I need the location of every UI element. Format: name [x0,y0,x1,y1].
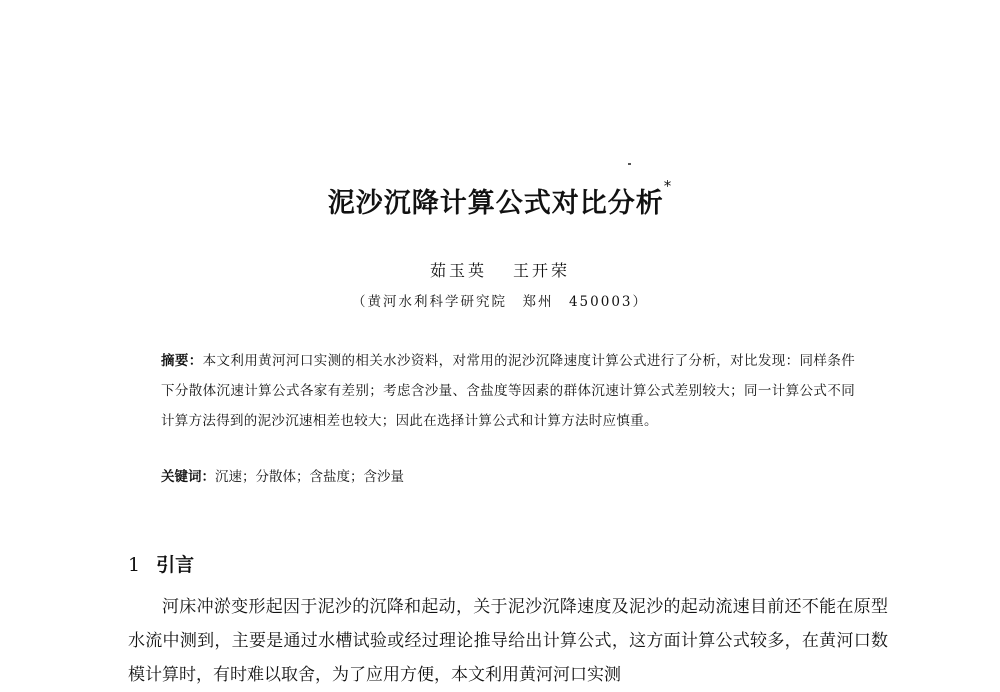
abstract-label: 摘要： [161,353,203,369]
author-2: 王开荣 [513,261,571,280]
keywords [161,465,855,489]
section-heading [128,550,194,577]
keywords-text: 沉速；分散体；含盐度；含沙量 [215,469,404,485]
author-1: 茹玉英 [429,261,487,280]
title-footnote-mark: * [663,177,673,195]
keywords-label: 关键词： [161,469,215,485]
affiliation: （黄河水利科学研究院 郑州 450003） [351,294,649,310]
scan-speck [628,163,631,165]
abstract [161,346,855,436]
authors [0,258,1000,281]
section-title: 引言 [156,554,195,576]
abstract-text: 本文利用黄河河口实测的相关水沙资料，对常用的泥沙沉降速度计算公式进行了分析，对比发现：同样条件下分散体沉速计算公式各家有差别；考虑含沙量、含盐度等因素的群体沉速计算公式差别较大；同一计算公式不同计算方法得到的泥沙沉速相差也较大；因此在选择计算公式和计算方法时应慎重。 [161,353,855,429]
body-paragraph: 河床冲淤变形起因于泥沙的沉降和起动，关于泥沙沉降速度及泥沙的起动流速目前还不能在原型水流中测到，主要是通过水槽试验或经过理论推导给出计算公式，这方面计算公式较多，在黄河口数模计算时，有时难以取舍，为了应用方便，本文利用黄河河口实测 [128,597,888,685]
section-number: 1 [128,554,141,576]
paper-title-text: 泥沙沉降计算公式对比分析 [327,188,664,219]
paper-title [0,177,1000,220]
